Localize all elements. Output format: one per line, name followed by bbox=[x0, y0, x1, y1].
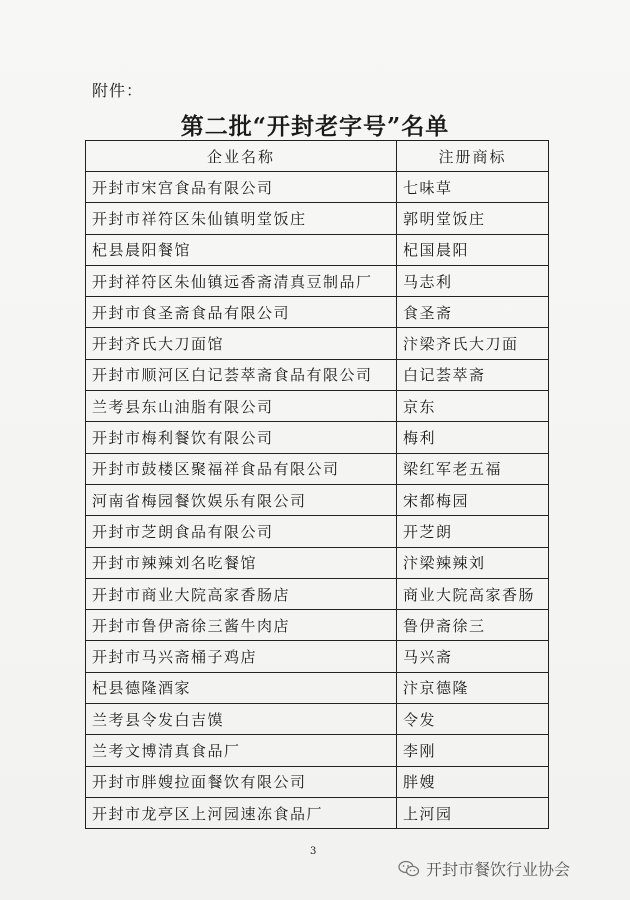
table-row bbox=[86, 610, 549, 641]
table-row bbox=[86, 422, 549, 453]
footer-brand bbox=[398, 857, 570, 880]
enterprise-name-cell: 开封市商业大院高家香肠店 bbox=[86, 578, 397, 609]
trademark-cell: 汴梁辣辣刘 bbox=[397, 547, 549, 578]
table-row bbox=[86, 704, 549, 735]
table-row bbox=[86, 547, 549, 578]
enterprise-name-cell: 开封市鲁伊斋徐三酱牛肉店 bbox=[86, 610, 397, 641]
trademark-cell: 白记荟萃斋 bbox=[397, 359, 549, 390]
enterprise-name-cell: 开封市胖嫂拉面餐饮有限公司 bbox=[86, 766, 397, 797]
trademark-cell: 杞国晨阳 bbox=[397, 234, 549, 265]
header-trademark: 注册商标 bbox=[397, 141, 549, 172]
table-header-row bbox=[86, 141, 549, 172]
enterprise-name-cell: 开封市龙亭区上河园速冻食品厂 bbox=[86, 797, 397, 828]
enterprise-name-cell: 开封市马兴斋桶子鸡店 bbox=[86, 641, 397, 672]
enterprise-name-cell: 开封市辣辣刘名吃餐馆 bbox=[86, 547, 397, 578]
trademark-cell: 汴梁齐氏大刀面 bbox=[397, 328, 549, 359]
table-row bbox=[86, 359, 549, 390]
enterprise-name-cell: 开封市芝朗食品有限公司 bbox=[86, 516, 397, 547]
enterprise-name-cell: 杞县晨阳餐馆 bbox=[86, 234, 397, 265]
trademark-cell: 京东 bbox=[397, 391, 549, 422]
table-row bbox=[86, 672, 549, 703]
table-row bbox=[86, 641, 549, 672]
table-row bbox=[86, 203, 549, 234]
table-row bbox=[86, 328, 549, 359]
table-row bbox=[86, 453, 549, 484]
table-row bbox=[86, 484, 549, 515]
trademark-cell: 鲁伊斋徐三 bbox=[397, 610, 549, 641]
enterprise-name-cell: 杞县德隆酒家 bbox=[86, 672, 397, 703]
trademark-cell: 上河园 bbox=[397, 797, 549, 828]
enterprise-name-cell: 开封市食圣斋食品有限公司 bbox=[86, 297, 397, 328]
trademark-cell: 商业大院高家香肠 bbox=[397, 578, 549, 609]
enterprise-name-cell: 兰考县令发白吉馍 bbox=[86, 704, 397, 735]
trademark-cell: 七味草 bbox=[397, 172, 549, 203]
attachment-label: 附件： bbox=[92, 81, 144, 100]
table-row bbox=[86, 797, 549, 828]
wechat-icon bbox=[398, 860, 420, 878]
trademark-cell: 汴京德隆 bbox=[397, 672, 549, 703]
trademark-cell: 马志利 bbox=[397, 265, 549, 296]
enterprise-name-cell: 开封市顺河区白记荟萃斋食品有限公司 bbox=[86, 359, 397, 390]
enterprise-name-cell: 兰考县东山油脂有限公司 bbox=[86, 391, 397, 422]
trademark-cell: 马兴斋 bbox=[397, 641, 549, 672]
enterprise-name-cell: 兰考文博清真食品厂 bbox=[86, 735, 397, 766]
footer-brand-text: 开封市餐饮行业协会 bbox=[426, 860, 571, 879]
table-row bbox=[86, 578, 549, 609]
trademark-cell: 宋都梅园 bbox=[397, 484, 549, 515]
trademark-cell: 胖嫂 bbox=[397, 766, 549, 797]
enterprise-name-cell: 开封祥符区朱仙镇远香斋清真豆制品厂 bbox=[86, 265, 397, 296]
enterprise-name-cell: 河南省梅园餐饮娱乐有限公司 bbox=[86, 484, 397, 515]
table-row bbox=[86, 516, 549, 547]
table-row bbox=[86, 297, 549, 328]
trademark-cell: 令发 bbox=[397, 704, 549, 735]
trademark-cell: 李刚 bbox=[397, 735, 549, 766]
enterprise-name-cell: 开封市鼓楼区聚福祥食品有限公司 bbox=[86, 453, 397, 484]
table-row bbox=[86, 265, 549, 296]
laozihao-table bbox=[85, 140, 549, 829]
table-row bbox=[86, 766, 549, 797]
enterprise-name-cell: 开封市宋宫食品有限公司 bbox=[86, 172, 397, 203]
header-enterprise-name: 企业名称 bbox=[86, 141, 397, 172]
trademark-cell: 开芝朗 bbox=[397, 516, 549, 547]
enterprise-name-cell: 开封市祥符区朱仙镇明堂饭庄 bbox=[86, 203, 397, 234]
page-number: 3 bbox=[310, 846, 317, 857]
enterprise-name-cell: 开封市梅利餐饮有限公司 bbox=[86, 422, 397, 453]
table-row bbox=[86, 391, 549, 422]
trademark-cell: 梅利 bbox=[397, 422, 549, 453]
table-row bbox=[86, 172, 549, 203]
trademark-cell: 食圣斋 bbox=[397, 297, 549, 328]
table-row bbox=[86, 234, 549, 265]
page-title: 第二批“开封老字号”名单 bbox=[180, 113, 450, 140]
enterprise-name-cell: 开封齐氏大刀面馆 bbox=[86, 328, 397, 359]
trademark-cell: 梁红军老五福 bbox=[397, 453, 549, 484]
trademark-cell: 郭明堂饭庄 bbox=[397, 203, 549, 234]
table-row bbox=[86, 735, 549, 766]
table-body bbox=[86, 172, 549, 829]
